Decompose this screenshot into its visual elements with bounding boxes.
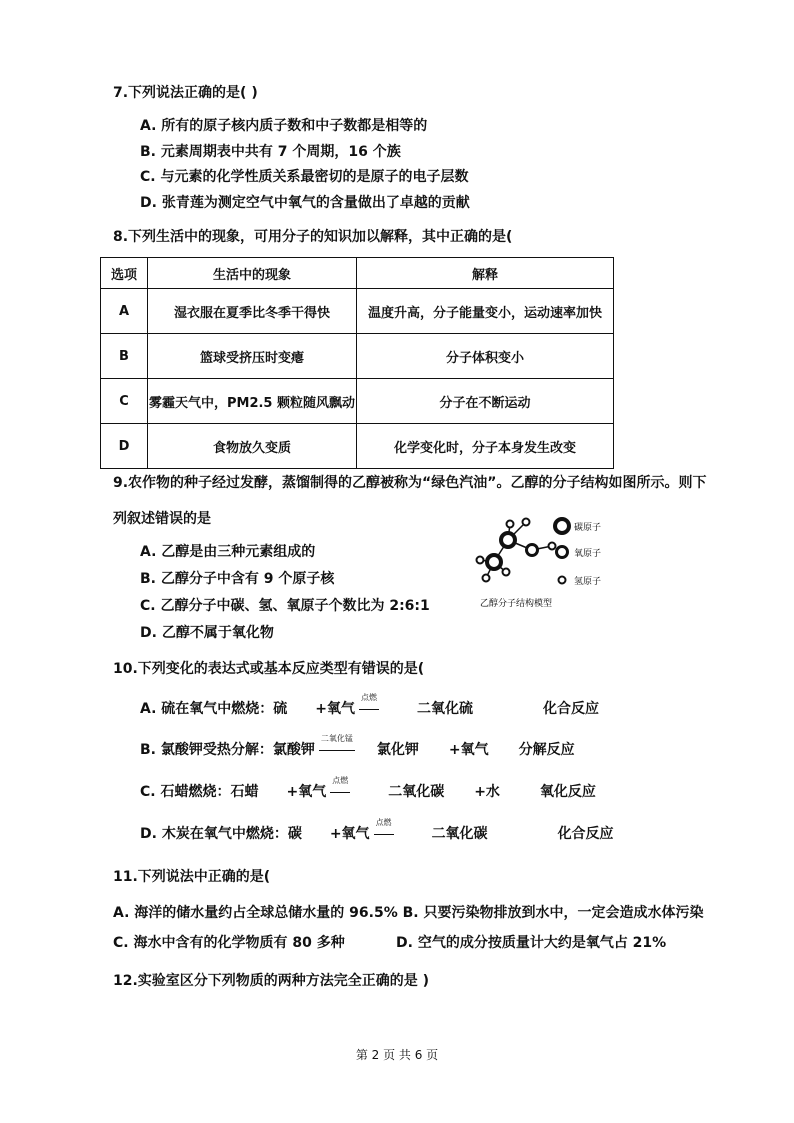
row-c-phenomenon: 雾霾天气中，PM2.5 颗粒随风飘动 <box>148 379 357 424</box>
reaction-arrow: 点燃 <box>374 825 432 843</box>
table-row <box>101 289 614 334</box>
question-11-stem: 11.下列说法中正确的是( <box>113 869 271 885</box>
q10-a-reactant2: +氧气 <box>315 701 356 717</box>
question-10-stem: 10.下列变化的表达式或基本反应类型有错误的是( <box>113 661 425 677</box>
molecule-caption: 乙醇分子结构模型 <box>480 599 553 609</box>
legend-oxygen-label: 氧原子 <box>574 549 602 559</box>
q10-a-product1: 二氧化硫 <box>417 701 474 717</box>
q9-option-c: C. 乙醇分子中碳、氢、氧原子个数比为 2:6:1 <box>140 598 430 614</box>
legend-oxygen-swatch <box>557 547 568 558</box>
legend-carbon-label: 碳原子 <box>574 523 602 533</box>
q7-option-d: D. 张青莲为测定空气中氧气的含量做出了卓越的贡献 <box>140 195 470 211</box>
hydrogen-atom <box>483 575 490 582</box>
q11-option-d: D. 空气的成分按质量计大约是氧气占 21% <box>396 935 667 951</box>
q10-b-label: B. 氯酸钾受热分解：氯酸钾 <box>140 742 315 758</box>
q10-d-reactant2: +氧气 <box>329 826 370 842</box>
row-b-explanation: 分子体积变小 <box>357 334 614 379</box>
q10-option-c <box>140 776 596 801</box>
q9-option-d: D. 乙醇不属于氧化物 <box>140 625 274 641</box>
table-row <box>101 379 614 424</box>
q7-option-a: A. 所有的原子核内质子数和中子数都是相等的 <box>140 118 428 134</box>
q10-c-product1: 二氧化碳 <box>388 784 445 800</box>
q10-b-product1: 氯化钾 <box>376 742 419 758</box>
q9-option-a: A. 乙醇是由三种元素组成的 <box>140 544 316 560</box>
row-c-option: C <box>101 379 148 424</box>
q10-c-product2: +水 <box>474 784 500 800</box>
legend-hydrogen-swatch <box>559 577 566 584</box>
header-phenomenon: 生活中的现象 <box>148 258 357 289</box>
row-b-phenomenon: 篮球受挤压时变瘪 <box>148 334 357 379</box>
row-d-option: D <box>101 424 148 469</box>
table-row <box>101 334 614 379</box>
row-a-phenomenon: 湿衣服在夏季比冬季干得快 <box>148 289 357 334</box>
question-12-stem: 12.实验室区分下列物质的两种方法完全正确的是 ) <box>113 973 430 989</box>
q10-d-label: D. 木炭在氧气中燃烧：碳 <box>140 826 302 842</box>
q11-option-c: C. 海水中含有的化学物质有 80 多种 <box>113 935 345 951</box>
question-9-stem-line1: 9.农作物的种子经过发酵，蒸馏制得的乙醇被称为“绿色汽油”。乙醇的分子结构如图所示。则下 <box>113 475 707 491</box>
q10-b-product2: +氧气 <box>448 742 489 758</box>
oxygen-atom <box>527 545 538 556</box>
question-8-stem: 8.下列生活中的现象，可用分子的知识加以解释，其中正确的是( <box>113 229 513 245</box>
q10-option-b <box>140 734 575 759</box>
reaction-arrow: 点燃 <box>359 700 417 718</box>
q10-a-label: A. 硫在氧气中燃烧：硫 <box>140 701 288 717</box>
legend-carbon-swatch <box>555 519 569 533</box>
page-footer: 第 2 页 共 6 页 <box>355 1048 439 1062</box>
q10-b-type: 分解反应 <box>518 742 575 758</box>
q10-d-product1: 二氧化碳 <box>431 826 488 842</box>
table-row <box>101 424 614 469</box>
q10-a-type: 化合反应 <box>543 701 600 717</box>
reaction-arrow: 点燃 <box>330 783 388 801</box>
q10-option-d <box>140 818 614 843</box>
q10-c-label: C. 石蜡燃烧：石蜡 <box>140 784 259 800</box>
hydrogen-atom <box>523 519 530 526</box>
reaction-arrow: 二氧化锰 <box>319 741 377 759</box>
hydrogen-atom <box>477 557 484 564</box>
row-d-explanation: 化学变化时，分子本身发生改变 <box>357 424 614 469</box>
ethanol-molecule-model <box>468 510 628 612</box>
hydrogen-atom <box>503 569 510 576</box>
question-7-stem: 7.下列说法正确的是( ) <box>113 85 258 101</box>
row-d-phenomenon: 食物放久变质 <box>148 424 357 469</box>
header-explanation: 解释 <box>357 258 614 289</box>
legend-hydrogen-label: 氢原子 <box>574 577 602 587</box>
q10-c-type: 氧化反应 <box>539 784 596 800</box>
carbon-atom <box>501 533 515 547</box>
row-b-option: B <box>101 334 148 379</box>
carbon-atom <box>487 555 501 569</box>
q11-options-row1: A. 海洋的储水量约占全球总储水量的 96.5% B. 只要污染物排放到水中，一定会造成水体污染 <box>113 905 704 921</box>
q7-option-c: C. 与元素的化学性质关系最密切的是原子的电子层数 <box>140 169 469 185</box>
q10-c-reactant2: +氧气 <box>286 784 327 800</box>
hydrogen-atom <box>507 521 514 528</box>
hydrogen-atom <box>549 543 556 550</box>
q7-option-b: B. 元素周期表中共有 7 个周期，16 个族 <box>140 144 401 160</box>
row-a-explanation: 温度升高，分子能量变小，运动速率加快 <box>357 289 614 334</box>
table-header-row <box>101 258 614 289</box>
q10-option-a <box>140 693 600 718</box>
header-option: 选项 <box>101 258 148 289</box>
q9-option-b: B. 乙醇分子中含有 9 个原子核 <box>140 571 335 587</box>
q8-table <box>100 257 614 469</box>
row-a-option: A <box>101 289 148 334</box>
question-9-stem-line2: 列叙述错误的是 <box>113 511 211 527</box>
q10-d-type: 化合反应 <box>557 826 614 842</box>
row-c-explanation: 分子在不断运动 <box>357 379 614 424</box>
